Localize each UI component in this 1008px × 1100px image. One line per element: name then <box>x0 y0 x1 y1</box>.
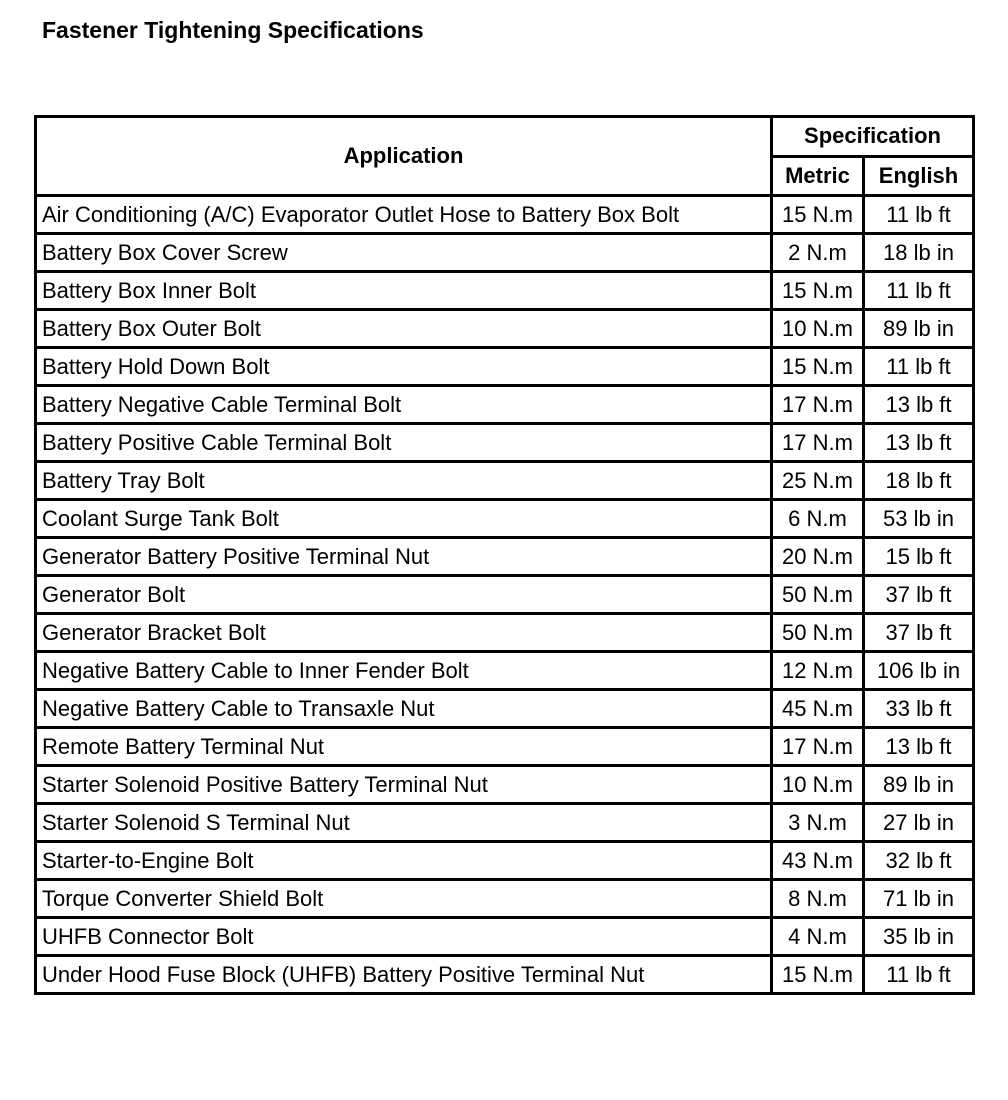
cell-application: Negative Battery Cable to Inner Fender Bolt <box>36 652 772 690</box>
table-row <box>36 576 974 614</box>
cell-metric: 2 N.m <box>772 234 864 272</box>
cell-english: 18 lb ft <box>864 462 974 500</box>
table-row <box>36 956 974 994</box>
cell-application: Battery Tray Bolt <box>36 462 772 500</box>
cell-metric: 17 N.m <box>772 424 864 462</box>
cell-application: Starter Solenoid S Terminal Nut <box>36 804 772 842</box>
header-row-top <box>36 117 974 157</box>
cell-application: Under Hood Fuse Block (UHFB) Battery Positive Terminal Nut <box>36 956 772 994</box>
cell-metric: 17 N.m <box>772 728 864 766</box>
cell-metric: 15 N.m <box>772 956 864 994</box>
table-row <box>36 728 974 766</box>
header-english: English <box>864 156 974 196</box>
table-row <box>36 424 974 462</box>
cell-english: 89 lb in <box>864 766 974 804</box>
cell-application: Negative Battery Cable to Transaxle Nut <box>36 690 772 728</box>
header-application: Application <box>36 117 772 196</box>
cell-application: UHFB Connector Bolt <box>36 918 772 956</box>
cell-application: Starter Solenoid Positive Battery Terminal Nut <box>36 766 772 804</box>
table-row <box>36 234 974 272</box>
cell-english: 35 lb in <box>864 918 974 956</box>
header-specification: Specification <box>772 117 974 157</box>
cell-english: 11 lb ft <box>864 348 974 386</box>
cell-application: Air Conditioning (A/C) Evaporator Outlet Hose to Battery Box Bolt <box>36 196 772 234</box>
table-row <box>36 918 974 956</box>
table-row <box>36 766 974 804</box>
cell-english: 37 lb ft <box>864 576 974 614</box>
table-header <box>36 117 974 196</box>
cell-english: 53 lb in <box>864 500 974 538</box>
cell-english: 13 lb ft <box>864 386 974 424</box>
table-body <box>36 196 974 994</box>
cell-metric: 50 N.m <box>772 614 864 652</box>
cell-application: Torque Converter Shield Bolt <box>36 880 772 918</box>
cell-english: 15 lb ft <box>864 538 974 576</box>
cell-english: 106 lb in <box>864 652 974 690</box>
header-metric: Metric <box>772 156 864 196</box>
cell-english: 11 lb ft <box>864 196 974 234</box>
table-row <box>36 310 974 348</box>
table-row <box>36 348 974 386</box>
cell-metric: 50 N.m <box>772 576 864 614</box>
cell-english: 33 lb ft <box>864 690 974 728</box>
cell-metric: 45 N.m <box>772 690 864 728</box>
table-row <box>36 462 974 500</box>
table-row <box>36 652 974 690</box>
cell-metric: 12 N.m <box>772 652 864 690</box>
cell-english: 89 lb in <box>864 310 974 348</box>
cell-english: 71 lb in <box>864 880 974 918</box>
cell-metric: 8 N.m <box>772 880 864 918</box>
table-row <box>36 880 974 918</box>
cell-metric: 3 N.m <box>772 804 864 842</box>
fastener-spec-table <box>34 115 975 995</box>
cell-metric: 43 N.m <box>772 842 864 880</box>
cell-metric: 10 N.m <box>772 310 864 348</box>
cell-english: 27 lb in <box>864 804 974 842</box>
cell-metric: 17 N.m <box>772 386 864 424</box>
cell-english: 37 lb ft <box>864 614 974 652</box>
cell-english: 13 lb ft <box>864 424 974 462</box>
cell-english: 32 lb ft <box>864 842 974 880</box>
table-row <box>36 538 974 576</box>
cell-application: Starter-to-Engine Bolt <box>36 842 772 880</box>
table-row <box>36 386 974 424</box>
cell-metric: 15 N.m <box>772 348 864 386</box>
cell-metric: 20 N.m <box>772 538 864 576</box>
cell-application: Generator Battery Positive Terminal Nut <box>36 538 772 576</box>
cell-application: Battery Box Outer Bolt <box>36 310 772 348</box>
cell-english: 18 lb in <box>864 234 974 272</box>
cell-application: Generator Bolt <box>36 576 772 614</box>
cell-metric: 15 N.m <box>772 272 864 310</box>
table-row <box>36 196 974 234</box>
cell-application: Battery Box Cover Screw <box>36 234 772 272</box>
table-row <box>36 842 974 880</box>
table-row <box>36 804 974 842</box>
table-row <box>36 690 974 728</box>
cell-application: Battery Negative Cable Terminal Bolt <box>36 386 772 424</box>
cell-metric: 25 N.m <box>772 462 864 500</box>
cell-application: Generator Bracket Bolt <box>36 614 772 652</box>
cell-english: 13 lb ft <box>864 728 974 766</box>
cell-application: Battery Positive Cable Terminal Bolt <box>36 424 772 462</box>
cell-metric: 15 N.m <box>772 196 864 234</box>
table-row <box>36 500 974 538</box>
cell-metric: 6 N.m <box>772 500 864 538</box>
table-row <box>36 614 974 652</box>
cell-application: Coolant Surge Tank Bolt <box>36 500 772 538</box>
cell-metric: 4 N.m <box>772 918 864 956</box>
cell-english: 11 lb ft <box>864 956 974 994</box>
table-row <box>36 272 974 310</box>
cell-metric: 10 N.m <box>772 766 864 804</box>
page-title: Fastener Tightening Specifications <box>42 17 424 43</box>
cell-english: 11 lb ft <box>864 272 974 310</box>
cell-application: Battery Box Inner Bolt <box>36 272 772 310</box>
cell-application: Remote Battery Terminal Nut <box>36 728 772 766</box>
cell-application: Battery Hold Down Bolt <box>36 348 772 386</box>
